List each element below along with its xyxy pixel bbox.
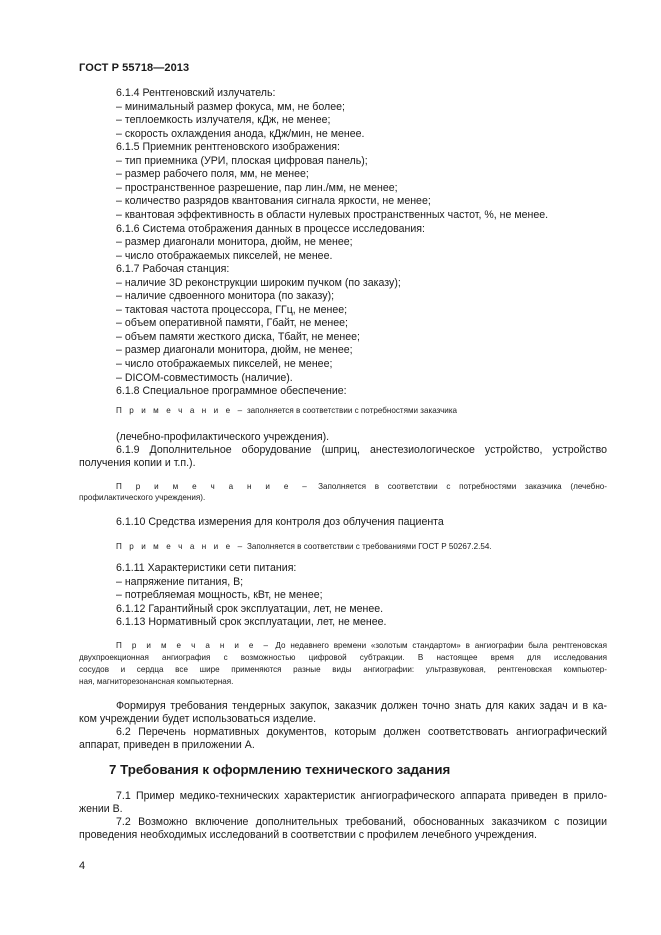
note-equipment-line1 — [116, 481, 607, 493]
list-item: 6.1.12 Гарантийный срок эксплуатации, лет, не менее. — [116, 602, 384, 615]
note-equipment-line2: профилактического учреждения). — [79, 493, 206, 502]
list-item: 6.1.5 Приемник рентгеновского изображения: — [116, 141, 340, 154]
section-7-title: 7 Требования к оформлению технического задания — [109, 762, 451, 777]
note-text: До недавнего времени «золотым стандартом» в ангиографии была рентгеновская — [275, 641, 607, 650]
note-continuation: (лечебно-профилактического учреждения). — [116, 431, 330, 443]
note-angiography-line1 — [116, 640, 607, 652]
list-item: 6.1.13 Нормативный срок эксплуатации, лет, не менее. — [116, 616, 387, 629]
list-item: – тип приемника (УРИ, плоская цифровая панель); — [116, 154, 368, 167]
list-item: 6.1.6 Система отображения данных в процессе исследования: — [116, 222, 425, 235]
paragraph-7-2-line1: 7.2 Возможно включение дополнительных требований, обоснованных заказчиком с позиции — [116, 816, 607, 828]
note-angiography-line2: двухпроекционная ангиография с возможностью цифровой субтракции. В настоящее время для исследования — [79, 653, 607, 662]
list-item: – потребляемая мощность, кВт, не менее; — [116, 589, 323, 602]
list-item: – пространственное разрешение, пар лин./мм, не менее; — [116, 181, 398, 194]
note-label: П р и м е ч а н и е – — [116, 482, 310, 491]
paragraph-6-1-9-line2: получения копии и т.п.). — [79, 457, 196, 469]
note-angiography-line3: сосудов и сердца все шире применяются разные виды ангиографии: ультразвуковая, рентгеновская компьютер- — [79, 665, 607, 674]
paragraph-6-2-line2: аппарат, приведен в приложении А. — [79, 739, 255, 751]
note-angiography-line4: ная, магниторезонансная компьютерная. — [79, 677, 234, 686]
paragraph-7-1-line1: 7.1 Пример медико-технических характеристик ангиографического аппарата приведен в прило- — [116, 790, 607, 802]
list-item: – объем оперативной памяти, Гбайт, не менее; — [116, 317, 348, 330]
list-item: – размер диагонали монитора, дюйм, не менее; — [116, 236, 353, 249]
document-header: ГОСТ Р 55718—2013 — [79, 62, 190, 74]
list-item: – минимальный размер фокуса, мм, не более; — [116, 100, 345, 113]
list-item: – количество разрядов квантования сигнала яркости, не менее; — [116, 195, 431, 208]
paragraph-forming-line2: ком учреждении будет использоваться изделие. — [79, 713, 317, 725]
paragraph-6-2-line1: 6.2 Перечень нормативных документов, которым должен соответствовать ангиографический — [116, 726, 607, 738]
list-item: – DICOM-совместимость (наличие). — [116, 371, 293, 384]
list-item: 6.1.7 Рабочая станция: — [116, 263, 230, 276]
page-number: 4 — [79, 860, 86, 872]
list-item: – наличие сдвоенного монитора (по заказу); — [116, 290, 335, 303]
note-text: Заполняется в соответствии с требованиями ГОСТ Р 50267.2.54. — [246, 542, 492, 551]
list-item: – напряжение питания, В; — [116, 575, 244, 588]
list-item: – число отображаемых пикселей, не менее; — [116, 358, 333, 370]
paragraph-forming-line1: Формируя требования тендерных закупок, заказчик должен точно знать для каких задач и в ка- — [116, 700, 607, 712]
note-label: П р и м е ч а н и е – — [116, 641, 271, 650]
list-item: 6.1.4 Рентгеновский излучатель: — [116, 87, 276, 99]
list-item: – размер диагонали монитора, дюйм, не менее; — [116, 344, 353, 357]
paragraph-6-1-9-line1: 6.1.9 Дополнительное оборудование (шприц, анестезиологическое устройство, устройство — [116, 444, 607, 456]
note-dose-measurement — [116, 541, 492, 553]
list-item: 6.1.8 Специальное программное обеспечение: — [116, 385, 347, 398]
list-item: – тактовая частота процессора, ГГц, не менее; — [116, 303, 348, 316]
list-item: – наличие 3D реконструкции широким пучком (по заказу); — [116, 276, 401, 289]
note-software — [116, 405, 586, 417]
list-item: – размер рабочего поля, мм, не менее; — [116, 168, 309, 181]
note-text: заполняется в соответствии с потребностями заказчика — [246, 406, 458, 415]
list-item: – объем памяти жесткого диска, Тбайт, не менее; — [116, 330, 360, 343]
paragraph-7-1-line2: жении В. — [79, 803, 123, 815]
paragraph-6-1-10: 6.1.10 Средства измерения для контроля доз облучения пациента — [116, 516, 444, 528]
list-item: 6.1.11 Характеристики сети питания: — [116, 562, 297, 574]
note-text: Заполняется в соответствии с потребностями заказчика (лечебно- — [318, 482, 607, 491]
list-item: – квантовая эффективность в области нулевых пространственных частот, %, не менее. — [116, 208, 549, 221]
paragraph-7-2-line2: проведения необходимых исследований в соответствии с профилем лечебного учреждения. — [79, 829, 537, 841]
list-item: – теплоемкость излучателя, кДж, не менее; — [116, 114, 331, 127]
list-item: – скорость охлаждения анода, кДж/мин, не менее. — [116, 127, 365, 140]
list-item: – число отображаемых пикселей, не менее. — [116, 249, 333, 262]
note-label: П р и м е ч а н и е – — [116, 406, 245, 415]
note-label: П р и м е ч а н и е – — [116, 542, 245, 551]
